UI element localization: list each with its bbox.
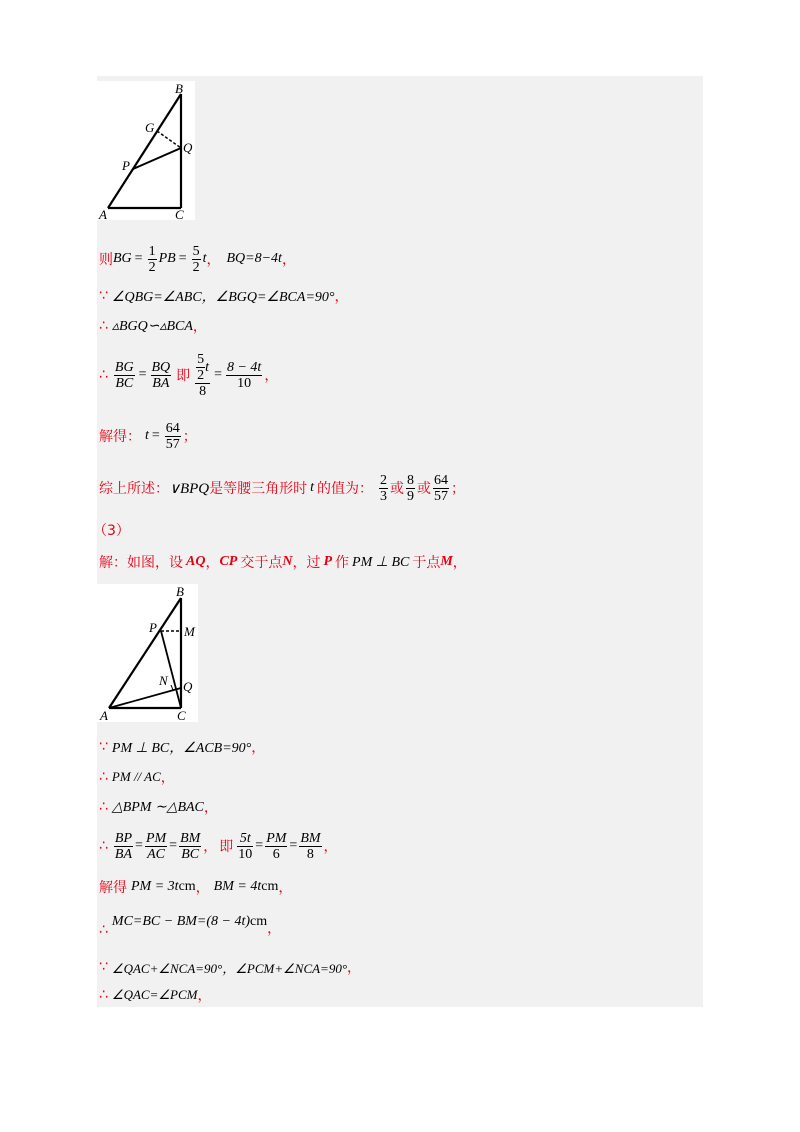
text-or: 或 — [417, 481, 432, 497]
math-m: M — [440, 554, 453, 569]
because-symbol: ∵ — [99, 288, 108, 304]
therefore-symbol: ∴ — [99, 367, 108, 383]
math-expression: MC=BC − BM=(8 − 4t) — [111, 914, 251, 929]
fraction-five-halves: $\frac{5}{2}$ — [192, 243, 200, 275]
triangle-figure-2 — [97, 584, 198, 722]
math-triangle-bpq: ∨BPQ — [169, 480, 210, 497]
equals: = — [255, 838, 264, 853]
fraction-64-57: $\frac{64}{57}$ — [165, 420, 180, 452]
fraction-5t-10: $\frac{5t}{10}$ — [238, 830, 253, 862]
therefore-symbol: ∴ — [99, 769, 108, 785]
line-14 — [99, 906, 281, 938]
line-2 — [99, 284, 349, 308]
label-M: M — [184, 624, 195, 639]
label-C: C — [177, 708, 186, 722]
document-page — [93, 76, 703, 1007]
text: ，过 — [292, 555, 321, 571]
line-15 — [99, 956, 361, 978]
label-A: A — [99, 207, 107, 220]
math-expression: PM ⊥ BC，∠ACB=90° — [111, 741, 252, 756]
fraction-bg-bc: $\frac{BG}{BC}$ — [114, 359, 134, 391]
triangle-figure-1 — [97, 81, 195, 220]
fraction-8-4t-10: $\frac{8 - 4t}{10}$ — [226, 359, 262, 391]
equals: = — [135, 838, 143, 853]
math-p: P — [323, 554, 333, 569]
text-ji: 即 — [219, 839, 234, 855]
math-expression: ∠QAC+∠NCA=90°，∠PCM+∠NCA=90° — [111, 960, 348, 976]
math-t: t — [310, 480, 315, 495]
text: 解：如图，设 — [99, 555, 183, 571]
text-solve: 解得 — [99, 880, 127, 896]
line-16 — [99, 984, 211, 1006]
label-A: A — [100, 708, 108, 722]
equals: = — [178, 251, 187, 266]
equals: = — [134, 251, 143, 266]
text-solve: 解得： — [99, 429, 141, 445]
comma: ， — [281, 252, 296, 268]
text: 于点 — [412, 555, 441, 571]
math-expression: ▵BGQ∽▵BCA — [111, 318, 193, 334]
fraction-8-9: $\frac{8}{9}$ — [407, 472, 415, 504]
text: 作 — [335, 555, 350, 571]
math-pm-value: PM = 3t — [131, 879, 179, 894]
fraction-bq-ba: $\frac{BQ}{BA}$ — [151, 359, 171, 391]
math-aq: AQ — [186, 554, 206, 569]
line-10 — [99, 766, 175, 788]
therefore-symbol: ∴ — [99, 838, 108, 854]
equals: = — [138, 367, 147, 382]
comma: ， — [267, 921, 282, 937]
math-cp: CP — [219, 554, 238, 569]
comma: ， — [264, 368, 279, 384]
fraction-pm-6: $\frac{PM}{6}$ — [266, 830, 287, 862]
unit-cm: cm — [178, 879, 196, 894]
line-11 — [99, 796, 218, 818]
comma: ， — [197, 988, 212, 1004]
line-12 — [99, 826, 338, 866]
because-symbol: ∵ — [99, 959, 108, 975]
semicolon: ； — [182, 429, 197, 445]
figure-1-svg — [97, 81, 195, 220]
fraction-pm-ac: $\frac{PM}{AC}$ — [145, 830, 167, 862]
math-bg: BG — [113, 251, 132, 266]
semicolon: ； — [451, 481, 466, 497]
math-expression: ∠QAC=∠PCM — [111, 987, 198, 1002]
line-6 — [99, 468, 465, 508]
comma: ， — [323, 839, 338, 855]
because-symbol: ∵ — [99, 739, 108, 755]
comma: ， — [205, 555, 220, 571]
label-N: N — [159, 673, 168, 688]
comma: ， — [251, 740, 266, 756]
comma: ， — [278, 880, 293, 896]
comma: ， — [195, 880, 210, 896]
comma: ， — [206, 252, 221, 268]
therefore-symbol: ∴ — [99, 922, 108, 938]
equals: = — [289, 838, 298, 853]
equals: = — [214, 367, 222, 382]
fraction-bm-bc: $\frac{BM}{BC}$ — [180, 830, 201, 862]
text-ze: 则 — [99, 252, 113, 268]
unit-cm: cm — [261, 879, 279, 894]
label-B: B — [176, 584, 184, 599]
fraction-bm-8: $\frac{BM}{8}$ — [300, 830, 321, 862]
label-P: P — [149, 620, 157, 635]
unit-cm: cm — [250, 914, 268, 929]
text: 交于点 — [240, 555, 283, 571]
comma: ， — [192, 319, 207, 335]
figure-2-svg — [97, 584, 198, 722]
text-value-is: 的值为： — [317, 481, 374, 497]
text-or: 或 — [390, 481, 405, 497]
comma: ， — [347, 960, 362, 976]
therefore-symbol: ∴ — [99, 987, 108, 1003]
comma: ， — [334, 289, 349, 305]
therefore-symbol: ∴ — [99, 318, 108, 334]
math-bm-value: BM = 4t — [213, 879, 262, 894]
math-pb: PB — [158, 251, 176, 266]
line-1 — [99, 240, 296, 278]
therefore-symbol: ∴ — [99, 799, 108, 815]
equals: = — [151, 428, 160, 443]
fraction-2-3: $\frac{2}{3}$ — [380, 472, 388, 504]
math-expression: ∠QBG=∠ABC，∠BGQ=∠BCA=90° — [111, 290, 335, 305]
line-13 — [99, 876, 292, 898]
comma: ， — [203, 839, 218, 855]
comma: ， — [160, 770, 175, 786]
line-3 — [99, 314, 207, 338]
fraction-half: $\frac{1}{2}$ — [148, 243, 156, 275]
math-expression: PM // AC — [111, 769, 161, 784]
label-Q: Q — [183, 679, 193, 694]
part-3-label: （3） — [93, 523, 130, 539]
label-Q: Q — [183, 140, 193, 155]
label-C: C — [175, 207, 184, 220]
text-ji: 即 — [176, 368, 191, 384]
math-bq: BQ=8−4t — [226, 251, 282, 266]
math-pm-perp-bc: PM ⊥ BC — [352, 554, 410, 570]
equals: = — [169, 838, 178, 853]
line-9 — [99, 736, 265, 758]
line-8 — [99, 551, 467, 573]
math-t: t — [145, 428, 149, 443]
math-t: t — [202, 251, 207, 266]
math-expression: △BPM ∼△BAC — [111, 799, 204, 815]
line-5 — [99, 416, 197, 456]
text-isosceles: 是等腰三角形时 — [209, 481, 308, 497]
line-4 — [99, 342, 278, 408]
comma: ， — [452, 555, 467, 571]
math-n: N — [282, 554, 293, 569]
text-summary: 综上所述： — [99, 481, 169, 497]
fraction-bp-ba: $\frac{BP}{BA}$ — [114, 830, 133, 862]
label-P: P — [122, 158, 130, 173]
fraction-64-57: $\frac{64}{57}$ — [434, 472, 449, 504]
label-G: G — [145, 120, 155, 135]
line-7 — [93, 519, 130, 541]
fraction-nested: $\frac{5}{2}$ t 8 — [197, 351, 210, 399]
label-B: B — [175, 81, 183, 96]
comma: ， — [203, 800, 218, 816]
